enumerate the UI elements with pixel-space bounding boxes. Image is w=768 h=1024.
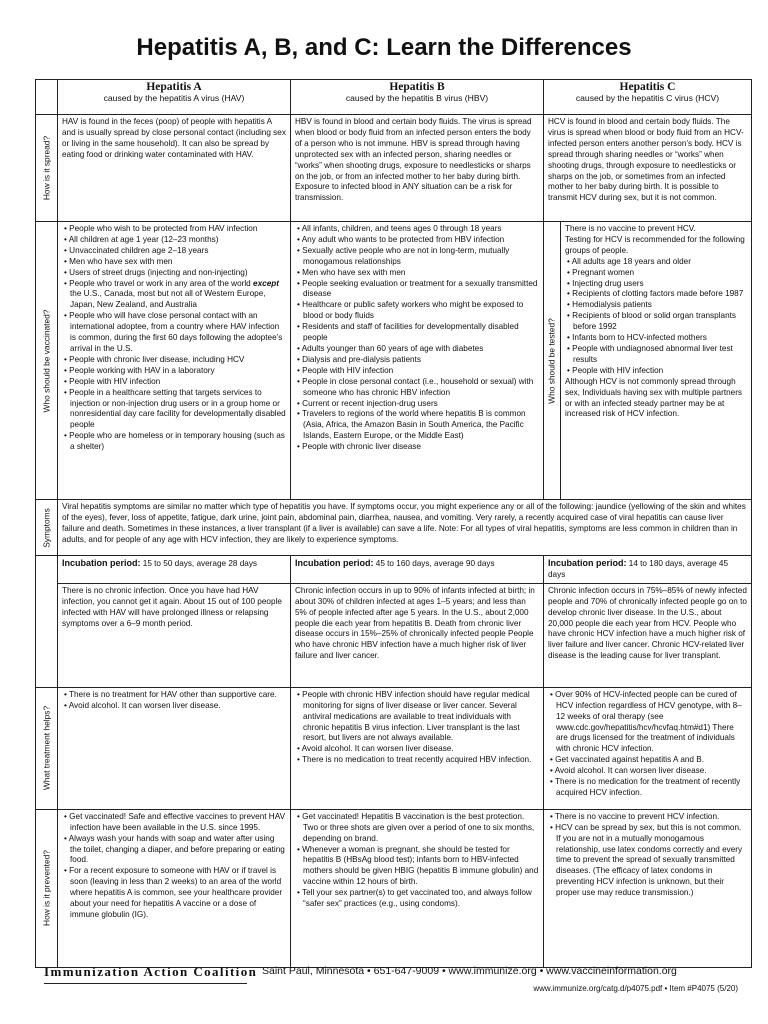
tested-side-label: [544, 222, 561, 499]
column-subtitle-a: caused by the hepatitis A virus (HAV): [103, 92, 245, 103]
column-header-c: [544, 80, 752, 115]
incubation-value-c: 14 to 180 days, average 45 days: [548, 559, 729, 579]
cell-spread-a: HAV is found in the feces (poop) of people with hepatitis A and is usually spread by close personal contact (including sex or living in the same household). It can also be spread by eating food or drinking water contaminated with HAV.: [58, 115, 291, 222]
row-label-prevented: [36, 809, 58, 967]
row-prevented: [36, 809, 752, 967]
column-title-a: Hepatitis A: [146, 81, 202, 93]
column-subtitle-b: caused by the hepatitis B virus (HBV): [345, 92, 489, 103]
page-title: Hepatitis A, B, and C: Learn the Differences: [136, 34, 632, 61]
list-item: • Tell your sex partner(s) to get vaccinated too, and always follow “safer sex” practices (e.g., using condoms).: [295, 888, 539, 910]
cell-vaccinated-b: [291, 222, 544, 500]
list-item: • Recipients of blood or solid organ transplants before 1992: [565, 311, 747, 333]
row-chronic: [36, 583, 752, 687]
list-item: • Residents and staff of facilities for developmentally disabled people: [295, 322, 539, 344]
list-item: • Any adult who wants to be protected from HBV infection: [295, 235, 539, 246]
organization-logo: Immunization Action Coalition: [44, 964, 258, 979]
list-item: • All children at age 1 year (12–23 months): [62, 235, 286, 246]
list-treatment-a: [62, 690, 286, 712]
list-item: • Get vaccinated! Safe and effective vaccines to prevent HAV infection have been available in the U.S. since 1995.: [62, 812, 286, 834]
cell-prevented-a: [58, 809, 291, 967]
row-label-text: Who should be vaccinated?: [41, 309, 52, 412]
column-title-c: Hepatitis C: [619, 81, 676, 93]
column-title-b: Hepatitis B: [389, 81, 445, 93]
list-item: • Get vaccinated! Hepatitis B vaccination is the best protection. Two or three shots are given over a period of one to six months, depending on brand.: [295, 812, 539, 845]
cell-vaccinated-c: [544, 222, 752, 500]
incubation-label: Incubation period:: [548, 558, 627, 568]
emphasis-except: except: [253, 278, 279, 288]
list-item: • There is no medication for the treatment of recently acquired HCV infection.: [548, 777, 747, 799]
list-item: • Sexually active people who are not in long-term, mutually monogamous relationships: [295, 246, 539, 268]
list-tested-c: [565, 257, 747, 377]
comparison-table: [35, 79, 752, 968]
list-item: • Current or recent injection-drug users: [295, 399, 539, 410]
list-prevented-a: [62, 812, 286, 921]
list-item: • People seeking evaluation or treatment for a sexually transmitted disease: [295, 279, 539, 301]
incubation-value-b: 45 to 160 days, average 90 days: [373, 559, 495, 568]
tested-outro: Although HCV is not commonly spread through sex, Individuals having sex with multiple partners or with an infected steady partner may be at increased risk of HCV infection.: [565, 376, 743, 419]
row-vaccinated: [36, 222, 752, 500]
list-item: • People who will have close personal contact with an international adoptee, from a country where HAV infection is common, during the first 60 days following the adoptee’s arrival in the U.S.: [62, 311, 286, 355]
list-item: • There is no vaccine to prevent HCV infection.: [548, 812, 747, 823]
tested-label-text: Who should be tested?: [546, 317, 557, 404]
footer-divider: [44, 983, 247, 984]
row-label-text: Symptoms: [41, 507, 52, 548]
list-item: • Pregnant women: [565, 268, 747, 279]
cell-incubation-b: [291, 556, 544, 584]
list-item-travel: [62, 279, 286, 312]
list-item: • Avoid alcohol. It can worsen liver disease.: [62, 701, 286, 712]
row-treatment: [36, 687, 752, 809]
cell-incubation-c: [544, 556, 752, 584]
list-item: • Avoid alcohol. It can worsen liver disease.: [295, 744, 539, 755]
list-item-text: the U.S., Canada, most but not all of Western Europe, Japan, New Zealand, and Australia: [70, 289, 266, 310]
list-item: • People who are homeless or in temporary housing (such as a shelter): [62, 431, 286, 453]
list-item: • People who wish to be protected from HAV infection: [62, 224, 286, 235]
cell-treatment-b: [291, 687, 544, 809]
list-treatment-c: [548, 690, 747, 799]
list-treatment-b: [295, 690, 539, 766]
cell-treatment-a: [58, 687, 291, 809]
cell-vaccinated-a: [58, 222, 291, 500]
incubation-label: Incubation period:: [62, 558, 141, 568]
cell-chronic-a: There is no chronic infection. Once you have had HAV infection, you cannot get it again. About 15 out of 100 people infected with HAV will have prolonged illness or relapsing symptoms over a 6–9 month period.: [58, 583, 291, 687]
list-item: • People with HIV infection: [295, 366, 539, 377]
list-item: • People working with HAV in a laboratory: [62, 366, 286, 377]
list-item: • Always wash your hands with soap and water after using the toilet, changing a diaper, and before preparing or eating food.: [62, 834, 286, 867]
list-item: • There is no medication to treat recently acquired HBV infection.: [295, 755, 539, 766]
list-item: • Dialysis and pre-dialysis patients: [295, 355, 539, 366]
list-item: • Men who have sex with men: [295, 268, 539, 279]
row-label-incubation: [36, 556, 58, 688]
cell-symptoms: Viral hepatitis symptoms are similar no matter which type of hepatitis you have. If symptoms occur, you might experience any or all of the following: jaundice (yellowing of the skin and whites of the eyes), fever, loss of appetite, fatigue, dark urine, joint pain, abdominal pain, diarrhea, nausea, and vomiting. Very rarely, a recently acquired case of viral hepatitis can cause liver failure and death. Sometimes in these instances, a liver transplant (if a liver is available) can save a life. Note: For all types of viral hepatitis, symptoms are less common in children than in adults, and for people of any age with HCV infection, they are likely to experience symptoms.: [58, 500, 752, 556]
list-item: • HCV can be spread by sex, but this is not common. If you are not in a mutually monogamous relationship, use latex condoms correctly and every time to prevent the spread of sexually transmitted diseases. (The efficacy of latex condoms in preventing HCV infection is unknown, but their proper use may reduce transmission.): [548, 823, 747, 899]
cell-spread-b: HBV is found in blood and certain body fluids. The virus is spread when blood or body fluid from an infected person enters the body of a person who is not immune. HBV is spread through having unprotected sex with an infected person, sharing needles or “works” when shooting drugs, exposure to needlesticks or sharps on the job, or from an infected mother to her baby during birth. Exposure to infected blood in ANY situation can be a risk for transmission.: [291, 115, 544, 222]
list-vaccinated-b: [295, 224, 539, 453]
row-incubation: [36, 556, 752, 584]
list-item: • People with chronic liver disease, including HCV: [62, 355, 286, 366]
list-item: • Adults younger than 60 years of age with diabetes: [295, 344, 539, 355]
header-corner: [36, 80, 58, 115]
list-item: • Healthcare or public safety workers who might be exposed to blood or body fluids: [295, 300, 539, 322]
incubation-label: Incubation period:: [295, 558, 374, 568]
tested-body: [561, 222, 751, 499]
tested-intro-recommended: Testing for HCV is recommended for the following groups of people.: [565, 234, 745, 255]
row-label-text: How is it spread?: [41, 135, 52, 201]
footer-contact: Saint Paul, Minnesota • 651-647-9009 • www.immunize.org • www.vaccineinformation.org: [262, 965, 677, 977]
list-item: • People with undiagnosed abnormal liver test results: [565, 344, 747, 366]
cell-spread-c: HCV is found in blood and certain body fluids. The virus is spread when blood or body fluid from an HCV-infected person enters another person’s body. HCV is spread through sharing needles or “works” when shooting drugs, through exposure to needlesticks or sharps on the job, or sometimes from an infected mother to her baby during birth. It is possible to transmit HCV during sex, but it is not common.: [544, 115, 752, 222]
list-item: • Infants born to HCV-infected mothers: [565, 333, 747, 344]
cell-prevented-c: [544, 809, 752, 967]
row-label-text: What treatment helps?: [41, 706, 52, 791]
cell-chronic-b: Chronic infection occurs in up to 90% of infants infected at birth; in about 30% of children infected at ages 1–5 years; and less than 5% of people infected after age 5 years. In the U.S., about 2,000 people die each year from hepatitis B. Death from chronic liver disease occurs in 15%–25% of chronically infected people People who have chronic HBV infection have a much higher risk of liver failure and liver cancer.: [291, 583, 544, 687]
tested-intro-no-vaccine: There is no vaccine to prevent HCV.: [565, 224, 696, 233]
list-item: • For a recent exposure to someone with HAV or if travel is soon (leaving in less than 2 weeks) to an area of the world where hepatitis A is common, see your healthcare provider about your need for hepatitis A vaccine or a dose of immune globulin (IG).: [62, 866, 286, 921]
header-row: [36, 80, 752, 115]
list-vaccinated-a: [62, 224, 286, 453]
incubation-value-a: 15 to 50 days, average 28 days: [140, 559, 258, 568]
list-item: • Recipients of clotting factors made before 1987: [565, 289, 747, 300]
cell-incubation-a: [58, 556, 291, 584]
list-item: • People in close personal contact (i.e., household or sexual) with someone who has chronic HBV infection: [295, 377, 539, 399]
list-item: • Hemodialysis patients: [565, 300, 747, 311]
list-item: • People with HIV infection: [62, 377, 286, 388]
list-item: • All adults age 18 years and older: [565, 257, 747, 268]
row-label-spread: [36, 115, 58, 222]
list-prevented-c: [548, 812, 747, 899]
list-item: • Users of street drugs (injecting and non-injecting): [62, 268, 286, 279]
footer-item-number: www.immunize.org/catg.d/p4075.pdf • Item #P4075 (5/20): [533, 984, 738, 993]
row-label-symptoms: [36, 500, 58, 556]
list-item: • All infants, children, and teens ages 0 through 18 years: [295, 224, 539, 235]
list-item: • People with HIV infection: [565, 366, 747, 377]
list-item: • Men who have sex with men: [62, 257, 286, 268]
list-item: • Unvaccinated children age 2–18 years: [62, 246, 286, 257]
cell-prevented-b: [291, 809, 544, 967]
list-item: • People in a healthcare setting that targets services to injection or non-injection drug users or in a group home or nonresidential day care facility for developmentally disabled people: [62, 388, 286, 432]
list-item: • There is no treatment for HAV other than supportive care.: [62, 690, 286, 701]
column-header-a: [58, 80, 291, 115]
column-header-b: [291, 80, 544, 115]
list-item: • Travelers to regions of the world where hepatitis B is common (Asia, Africa, the Amazon Basin in South America, the Pacific Islands, Eastern Europe, or the Middle East): [295, 409, 539, 442]
list-item: • Over 90% of HCV-infected people can be cured of HCV infection regardless of HCV genotype, with 8–12 weeks of oral therapy (see www.cdc.gov/hepatitis/hcv/hcvfaq.htm#d1) There are drugs licensed for the treatment of individuals with chronic HCV infection.: [548, 690, 747, 755]
list-item: • Injecting drug users: [565, 279, 747, 290]
row-label-treatment: [36, 687, 58, 809]
cell-chronic-c: Chronic infection occurs in 75%–85% of newly infected people and 70% of chronically infected people go on to develop chronic liver disease. In the U.S., about 20,000 people die each year from HCV. People who have chronic HCV infection have a much higher risk of liver failure and liver cancer. Chronic HCV-related liver disease is the leading cause for liver transplant.: [544, 583, 752, 687]
list-item: • Get vaccinated against hepatitis A and B.: [548, 755, 747, 766]
list-item: • People with chronic HBV infection should have regular medical monitoring for signs of liver disease or liver cancer. Several antiviral medications are available to treat individuals with chronic hepatitis B virus infection. Liver transplant is the last resort, but livers are not always available.: [295, 690, 539, 745]
row-spread: [36, 115, 752, 222]
list-item: • Avoid alcohol. It can worsen liver disease.: [548, 766, 747, 777]
row-label-vaccinated: [36, 222, 58, 500]
row-symptoms: [36, 500, 752, 556]
list-item: • Whenever a woman is pregnant, she should be tested for hepatitis B (HBsAg blood test); infants born to HBV-infected mothers should be given HBIG (hepatitis B immune globulin) and vaccine within 12 hours of birth.: [295, 845, 539, 889]
tested-wrapper: [544, 222, 751, 499]
list-item-text: People who travel or work in any area of the world: [69, 278, 251, 288]
list-prevented-b: [295, 812, 539, 910]
cell-treatment-c: [544, 687, 752, 809]
column-subtitle-c: caused by the hepatitis C virus (HCV): [575, 92, 720, 103]
row-label-text: How is it prevented?: [41, 850, 52, 927]
list-item: • People with chronic liver disease: [295, 442, 539, 453]
